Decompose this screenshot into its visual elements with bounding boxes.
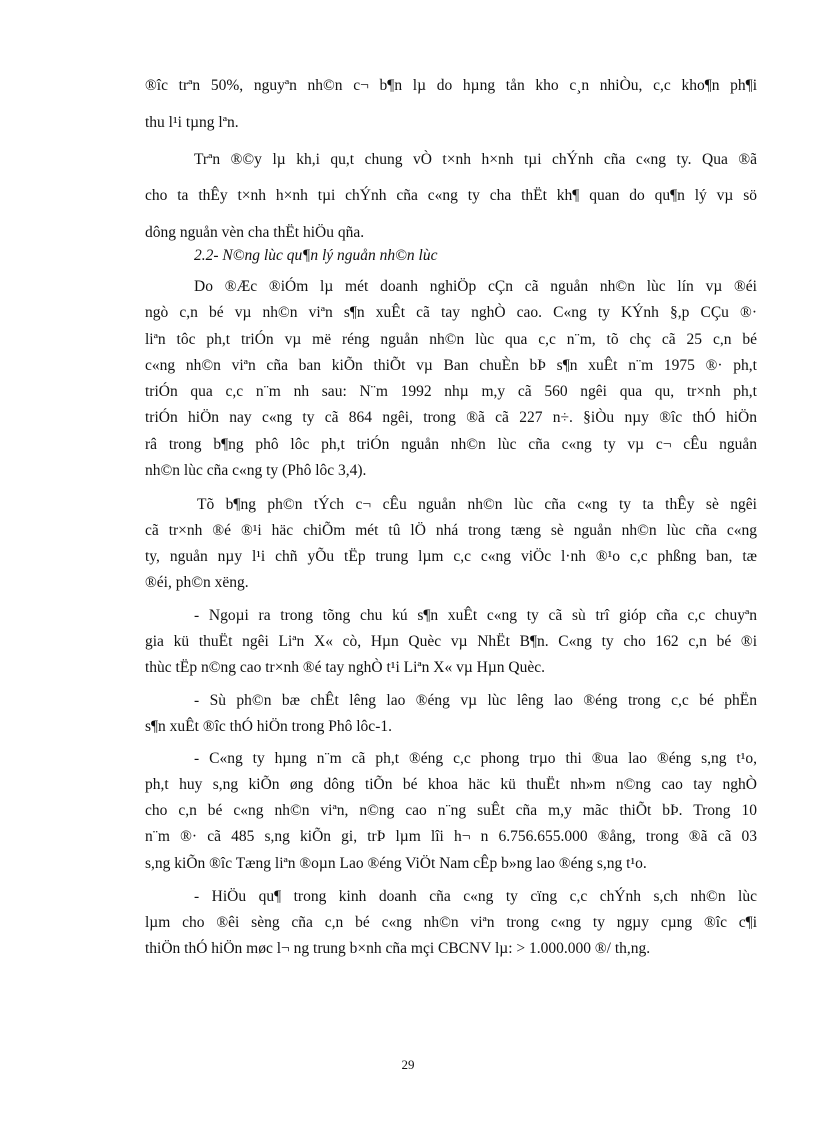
text-line: thùc tËp n©ng cao tr×nh ®é tay nghÒ t¹i Liªn X« vµ Hµn Quèc. — [145, 659, 546, 676]
text-line: Do ®Æc ®iÓm lµ mét doanh nghiÖp cÇn cã nguån nh©n lùc lín vµ ®éi — [194, 278, 757, 295]
text-line: liªn tôc ph,t triÓn vµ më réng nguån nh©n lùc qua c,c n¨m, tõ chç cã 25 c,n bé — [145, 331, 757, 348]
text-line: s,ng kiÕn ®îc Tæng liªn ®oµn Lao ®éng ViÖt Nam cÊp b»ng lao ®éng s,ng t¹o. — [145, 855, 647, 872]
text-line: Tõ b¶ng ph©n tÝch c¬ cÊu nguån nh©n lùc cña c«ng ty ta thÊy sè ngêi — [197, 496, 757, 513]
text-line: - Ngoµi ra trong tõng chu kú s¶n xuÊt c«ng ty cã sù trî gióp cña c,c chuyªn — [194, 607, 757, 624]
text-line: - Sù ph©n bæ chÊt lêng lao ®éng vµ lùc lêng lao ®éng trong c,c bé phËn — [194, 692, 757, 709]
section-heading: 2.2- N©ng lùc qu¶n lý nguån nh©n lùc — [194, 247, 438, 264]
text-line: râ trong b¶ng phô lôc ph,t triÓn nguån nh©n lùc cña c«ng ty vµ c¬ cÊu nguån — [145, 436, 757, 453]
text-line: ®îc trªn 50%, nguyªn nh©n c¬ b¶n lµ do hµng tån kho c¸n nhiÒu, c,c kho¶n ph¶i — [145, 77, 757, 94]
text-line: cã tr×nh ®é ®¹i häc chiÕm mét tû lÖ nhá trong tæng sè nguån nh©n lùc cña c«ng — [145, 522, 757, 539]
text-line: lµm cho ®êi sèng cña c,n bé c«ng nh©n viªn trong c«ng ty ngµy cµng ®îc c¶i — [145, 914, 757, 931]
text-line: thiÖn thÓ hiÖn møc l¬ ng trung b×nh cña mçi CBCNV lµ: > 1.000.000 ®/ th,ng. — [145, 940, 651, 957]
text-line: - HiÖu qu¶ trong kinh doanh cña c«ng ty cïng c,c chÝnh s,ch nh©n lùc — [194, 888, 757, 905]
text-line: s¶n xuÊt ®îc thÓ hiÖn trong Phô lôc-1. — [145, 718, 392, 735]
text-line: dông nguån vèn cha thËt hiÖu qña. — [145, 224, 365, 241]
text-line: c«ng nh©n viªn cña ban kiÕn thiÕt vµ Ban chuÈn bÞ s¶n xuÊt n¨m 1975 ®· ph,t — [145, 357, 757, 374]
text-line: ph,t huy s,ng kiÕn øng dông tiÕn bé khoa häc kü thuËt nh»m n©ng cao tay nghÒ — [145, 776, 757, 793]
text-line: triÓn qua c,c n¨m nh sau: N¨m 1992 nhµ m,y cã 560 ngêi qua qu, tr×nh ph,t — [145, 383, 757, 400]
text-line: ty, nguån nµy l¹i chñ yÕu tËp trung lµm c,c c«ng viÖc l·nh ®¹o c,c phßng ban, tæ — [145, 548, 757, 565]
text-line: gia kü thuËt ngêi Liªn X« cò, Hµn Quèc vµ NhËt B¶n. C«ng ty cho 162 c,n bé ®i — [145, 633, 757, 650]
text-line: ®éi, ph©n xëng. — [145, 574, 249, 591]
page-number: 29 — [401, 1057, 415, 1072]
text-line: nh©n lùc cña c«ng ty (Phô lôc 3,4). — [145, 462, 367, 479]
text-line: cho ta thÊy t×nh h×nh tµi chÝnh cña c«ng ty cha thËt kh¶ quan do qu¶n lý vµ sö — [145, 187, 757, 204]
text-line: n¨m ®· cã 485 s,ng kiÕn gi, trÞ lµm lîi h¬ n 6.756.655.000 ®ång, trong ®ã cã 03 — [145, 828, 757, 845]
text-line: ngò c,n bé vµ nh©n viªn s¶n xuÊt cã tay nghÒ cao. C«ng ty KÝnh §,p CÇu ®· — [145, 304, 757, 321]
text-line: cho c,n bé c«ng nh©n viªn, n©ng cao n¨ng suÊt cña m,y mãc thiÕt bÞ. Trong 10 — [145, 802, 757, 819]
text-line: thu l¹i tµng lªn. — [145, 114, 239, 131]
text-line: - C«ng ty hµng n¨m cã ph,t ®éng c,c phong trµo thi ®ua lao ®éng s,ng t¹o, — [194, 750, 757, 767]
text-line: triÓn hiÖn nay c«ng ty cã 864 ngêi, trong ®ã cã 227 n÷. §iÒu nµy ®îc thÓ hiÖn — [145, 409, 757, 426]
text-line: Trªn ®©y lµ kh,i qu,t chung vÒ t×nh h×nh tµi chÝnh cña c«ng ty. Qua ®ã — [194, 151, 757, 168]
